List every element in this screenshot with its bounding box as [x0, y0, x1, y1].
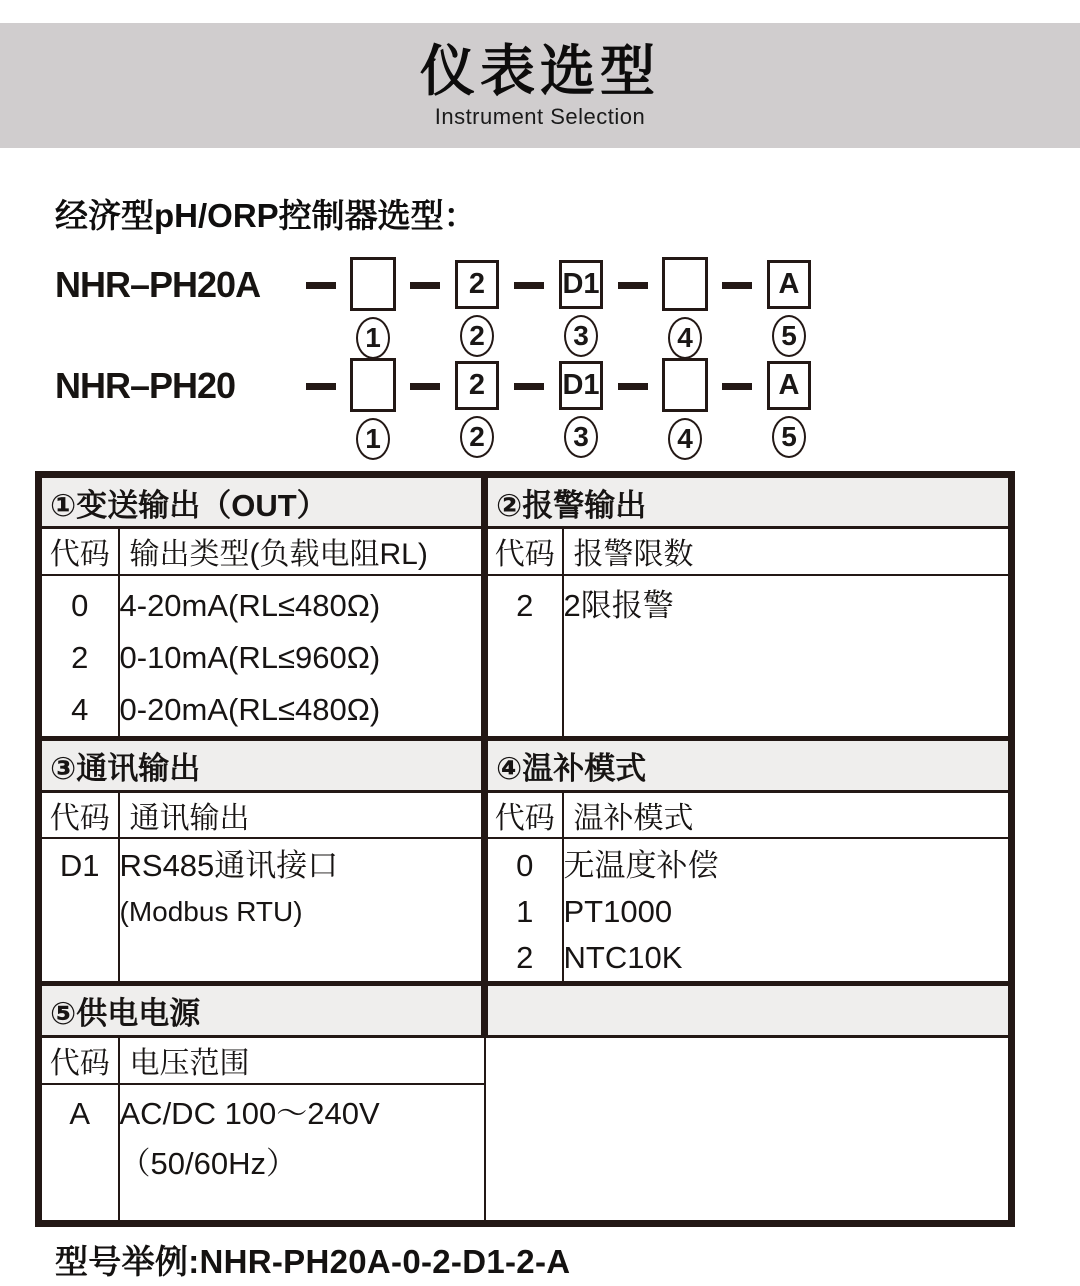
model-slot-box: A — [767, 361, 811, 410]
desc-value: AC/DC 100～240V — [119, 1095, 380, 1131]
band3-left-title: ⑤供电电源 — [39, 984, 485, 1037]
page-title: 仪表选型 — [419, 39, 660, 102]
code-value: 2 — [71, 639, 89, 675]
model-segment — [709, 358, 813, 458]
dash-icon — [410, 383, 440, 390]
model-row-ph20a — [55, 257, 1080, 358]
dash-icon — [410, 282, 440, 289]
model-segment — [605, 358, 709, 460]
band3-right-empty-cell — [485, 1037, 1012, 1224]
slot-index-circle: 3 — [564, 315, 598, 357]
page-subtitle: Instrument Selection — [434, 104, 646, 130]
desc-value: （50/60Hz） — [119, 1145, 297, 1181]
option-table-wrap — [35, 471, 1080, 1227]
model-segment — [293, 358, 397, 460]
model-slot-box: A — [767, 260, 811, 309]
band1-left-title: ①变送输出（OUT） — [39, 475, 485, 528]
band3-right-empty-header — [485, 984, 1012, 1037]
band1-left-desc-header: 输出类型(负载电阻RL) — [119, 528, 485, 575]
desc-value: 0-20mA(RL≤480Ω) — [119, 691, 381, 727]
slot-index-circle: 2 — [460, 315, 494, 357]
band2-right-code-header: 代码 — [485, 791, 563, 838]
model-example-text: 型号举例:NHR-PH20A-0-2-D1-2-A — [55, 1243, 571, 1280]
desc-value: 无温度补偿 — [563, 848, 719, 883]
dash-icon — [618, 383, 648, 390]
dash-icon — [514, 383, 544, 390]
desc-value: 0-10mA(RL≤960Ω) — [119, 639, 381, 675]
option-table — [35, 471, 1015, 1227]
model-slot-box — [662, 358, 708, 412]
band2-left-code-header: 代码 — [39, 791, 119, 838]
band3-left-desc-header: 电压范围 — [119, 1037, 485, 1084]
slot-index-circle: 2 — [460, 416, 494, 458]
band3-left-code-header: 代码 — [39, 1037, 119, 1084]
slot-index-circle: 5 — [772, 416, 806, 458]
model-row-ph20 — [55, 358, 1080, 459]
slot-index-circle: 5 — [772, 315, 806, 357]
desc-value: 4-20mA(RL≤480Ω) — [119, 587, 381, 623]
band1-right-codes — [485, 575, 563, 739]
desc-value: 2限报警 — [563, 587, 674, 623]
model-name: NHR–PH20 — [55, 365, 236, 406]
model-slot-box: 2 — [455, 361, 499, 410]
band1-right-title: ②报警输出 — [485, 475, 1012, 528]
code-value: 4 — [71, 691, 89, 727]
desc-value: RS485通讯接口 — [119, 848, 339, 883]
model-segment — [709, 257, 813, 357]
dash-icon — [306, 282, 336, 289]
band2-right-codes — [485, 838, 563, 984]
desc-value: NTC10K — [563, 940, 683, 975]
model-segment — [397, 358, 501, 458]
dash-icon — [306, 383, 336, 390]
section-title: 经济型pH/ORP控制器选型： — [55, 197, 477, 234]
band1-left-code-header: 代码 — [39, 528, 119, 575]
band2-right-title: ④温补模式 — [485, 738, 1012, 791]
code-value: D1 — [59, 848, 100, 883]
model-segment — [397, 257, 501, 357]
slot-index-circle: 1 — [356, 418, 390, 460]
page-header — [0, 23, 1080, 148]
model-slot-box — [350, 358, 396, 412]
model-segment — [501, 257, 605, 357]
dash-icon — [514, 282, 544, 289]
code-value: 0 — [516, 848, 534, 883]
model-slot-box: D1 — [559, 260, 603, 309]
band3-left-values — [119, 1084, 485, 1224]
dash-icon — [722, 282, 752, 289]
band1-left-values — [119, 575, 485, 739]
dash-icon — [618, 282, 648, 289]
model-slot-box: D1 — [559, 361, 603, 410]
code-value: 2 — [516, 940, 534, 975]
band2-left-title: ③通讯输出 — [39, 738, 485, 791]
band2-right-desc-header: 温补模式 — [563, 791, 1012, 838]
slot-index-circle: 1 — [356, 317, 390, 359]
band1-right-desc-header: 报警限数 — [563, 528, 1012, 575]
code-value: A — [69, 1095, 91, 1131]
band3-left-codes — [39, 1084, 119, 1224]
model-slot-box — [662, 257, 708, 311]
band1-right-code-header: 代码 — [485, 528, 563, 575]
model-segment — [605, 257, 709, 359]
band2-left-values — [119, 838, 485, 984]
slot-index-circle: 4 — [668, 317, 702, 359]
band1-left-codes — [39, 575, 119, 739]
slot-index-circle: 4 — [668, 418, 702, 460]
desc-value: PT1000 — [563, 894, 673, 929]
band2-right-values — [563, 838, 1012, 984]
code-value: 2 — [516, 587, 534, 623]
dash-icon — [722, 383, 752, 390]
desc-value: (Modbus RTU) — [119, 896, 303, 927]
model-diagrams — [55, 257, 1080, 459]
model-slot-box — [350, 257, 396, 311]
model-slot-box: 2 — [455, 260, 499, 309]
model-name: NHR–PH20A — [55, 264, 261, 305]
code-value: 0 — [71, 587, 89, 623]
band2-left-desc-header: 通讯输出 — [119, 791, 485, 838]
code-value: 1 — [516, 894, 534, 929]
band1-right-values — [563, 575, 1012, 739]
model-segment — [501, 358, 605, 458]
slot-index-circle: 3 — [564, 416, 598, 458]
band2-left-codes — [39, 838, 119, 984]
model-segment — [293, 257, 397, 359]
